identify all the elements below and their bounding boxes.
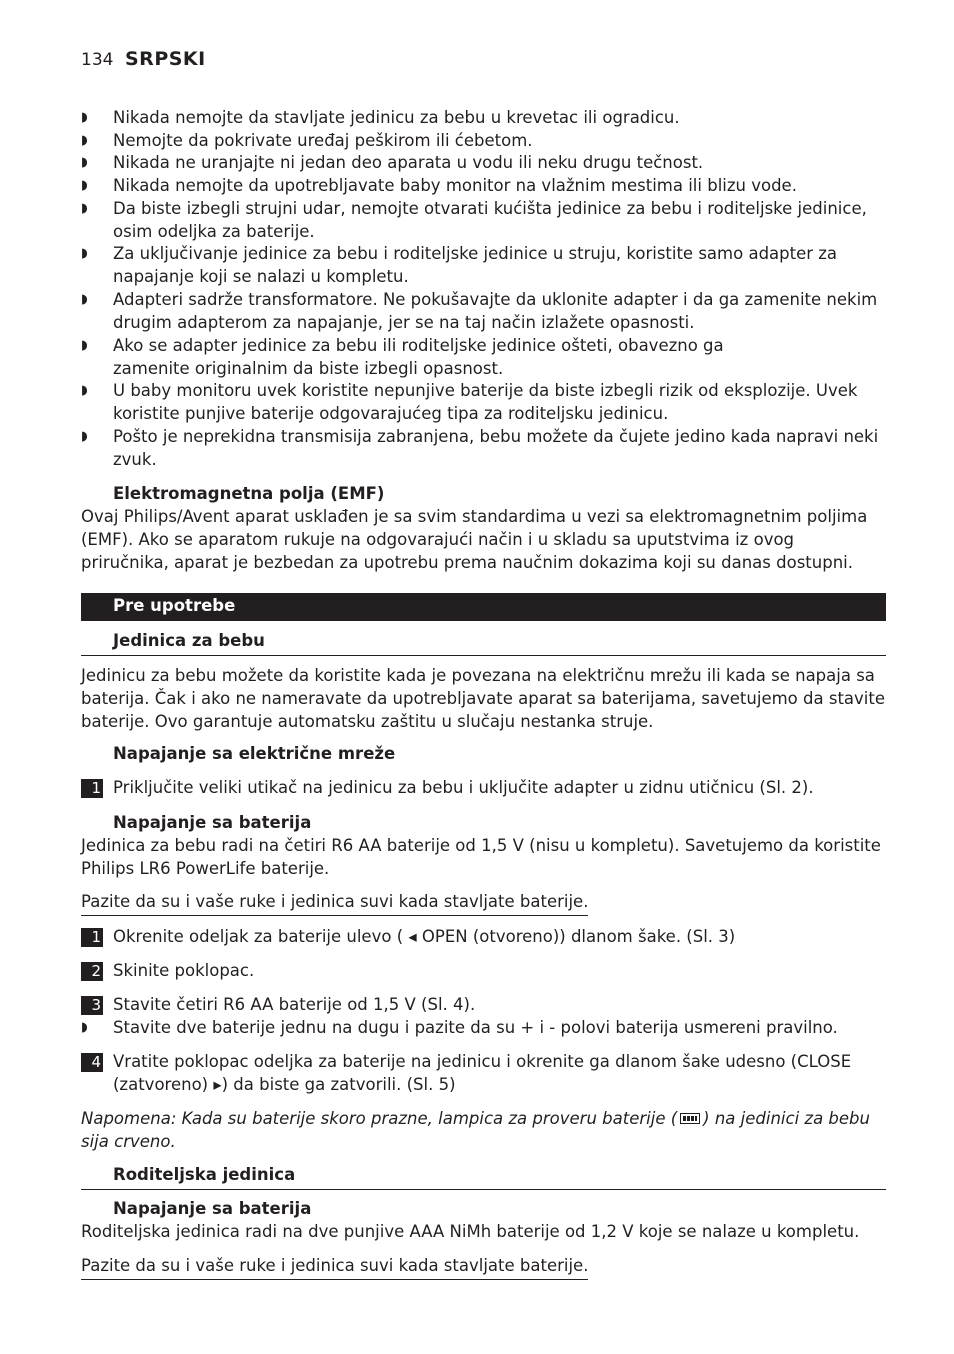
battery-note [81,1108,885,1154]
bullet-icon: ◗ [81,383,88,398]
list-item: Adapteri sadrže transformatore. Ne pokušavajte da uklonite adapter i da ga zamenite nekim drugim adapterom za napajanje, jer se na taj način izlažete opasnosti. [113,290,878,332]
bullet-icon: ◗ [81,155,88,170]
bullet-icon: ◗ [81,178,88,193]
list-item: Nikada ne uranjajte ni jedan deo aparata u vodu ili neku drugu tečnost. [113,153,704,172]
step-number: 1 [81,928,103,947]
list-item: U baby monitoru uvek koristite nepunjive baterije da biste izbegli rizik od eksplozije. Uvek koristite punjive baterije odgovarajućeg tipa za roditeljsku jedinicu. [113,381,858,423]
divider [81,1189,886,1190]
list-item: Pošto je neprekidna transmisija zabranjena, bebu možete da čujete jedino kada napravi neki zvuk. [113,427,879,469]
mains-step: Priključite veliki utikač na jedinicu za bebu i uključite adapter u zidnu utičnicu (Sl. 2). [113,778,814,797]
dry-hands-warning: Pazite da su i vaše ruke i jedinica suvi kada stavljate baterije. [81,1255,588,1280]
note-text: ) na jedinici za bebu sija crveno. [81,1109,870,1151]
dry-hands-warning: Pazite da su i vaše ruke i jedinica suvi kada stavljate baterije. [81,891,588,916]
list-item: Nikada nemojte da upotrebljavate baby monitor na vlažnim mestima ili blizu vode. [113,176,797,195]
emf-heading: Elektromagnetna polja (EMF) [113,484,385,503]
bullet-icon: ◗ [81,292,88,307]
language-heading: SRPSKI [125,48,206,70]
note-text: Napomena: Kada su baterije skoro prazne, lampica za proveru baterije ( [81,1109,678,1128]
list-item: Ako se adapter jedinice za bebu ili roditeljske jedinice ošteti, obavezno ga zamenite originalnim da biste izbegli opasnost. [113,336,724,378]
bullet-icon: ◗ [81,246,88,261]
battery-heading: Napajanje sa baterija [113,813,312,832]
polarity-note: Stavite dve baterije jednu na dugu i pazite da su + i - polovi baterija usmereni pravilno. [113,1018,838,1037]
step-text: Skinite poklopac. [113,961,255,980]
parent-battery-text: Roditeljska jedinica radi na dve punjive AAA NiMh baterije od 1,2 V koje se nalaze u kompletu. [81,1222,860,1241]
list-item: Nikada nemojte da stavljate jedinicu za bebu u krevetac ili ogradicu. [113,108,680,127]
step-number: 3 [81,996,103,1015]
bullet-icon: ◗ [81,133,88,148]
mains-heading: Napajanje sa električne mreže [113,744,396,763]
bullet-icon: ◗ [81,429,88,444]
list-item: Za uključivanje jedinice za bebu i roditeljske jedinice u struju, koristite samo adapter za napajanje koji se nalazi u kompletu. [113,244,838,286]
bullet-icon: ◗ [81,338,88,353]
list-item: Da biste izbegli strujni udar, nemojte otvarati kućišta jedinice za bebu i roditeljske jedinice, osim odeljka za baterije. [113,199,867,241]
step-text: Okrenite odeljak za baterije ulevo ( ◂ OPEN (otvoreno)) dlanom šake. (Sl. 3) [113,927,736,946]
bullet-icon: ◗ [81,1020,88,1035]
parent-battery-heading: Napajanje sa baterija [113,1199,312,1218]
baby-unit-heading: Jedinica za bebu [113,631,265,650]
step-number: 2 [81,962,103,981]
emf-text: Ovaj Philips/Avent aparat usklađen je sa svim standardima u vezi sa elektromagnetnim poljima (EMF). Ako se aparatom rukuje na odgovarajući način i u skladu sa uputstvima iz ovog priručnika, aparat je bezbedan za upotrebu prema naučnim dokazima koji su danas dostupni. [81,507,868,572]
parent-unit-heading: Roditeljska jedinica [113,1165,296,1184]
step-number: 4 [81,1053,103,1072]
page-number: 134 [81,50,114,70]
bullet-icon: ◗ [81,201,88,216]
battery-text: Jedinica za bebu radi na četiri R6 AA baterije od 1,5 V (nisu u kompletu). Savetujemo da koristite Philips LR6 PowerLife baterije. [81,836,881,878]
baby-unit-intro: Jedinicu za bebu možete da koristite kada je povezana na električnu mrežu ili kada se napaja sa baterija. Čak i ako ne nameravate da upotrebljavate aparat sa baterijama, savetujemo da stavite baterije. Ovo garantuje automatsku zaštitu u slučaju nestanka struje. [81,666,885,731]
list-item: Nemojte da pokrivate uređaj peškirom ili ćebetom. [113,131,533,150]
step-text: Stavite četiri R6 AA baterije od 1,5 V (Sl. 4). [113,995,476,1014]
section-title-bar [81,593,886,621]
battery-icon [680,1113,700,1124]
step-number: 1 [81,779,103,798]
bullet-icon: ◗ [81,110,88,125]
section-title: Pre upotrebe [113,596,236,615]
divider [81,655,886,656]
step-text: Vratite poklopac odeljka za baterije na jedinicu i okrenite ga dlanom šake udesno (CLOSE (zatvoreno) ▸) da biste ga zatvorili. (Sl. 5) [113,1052,852,1094]
